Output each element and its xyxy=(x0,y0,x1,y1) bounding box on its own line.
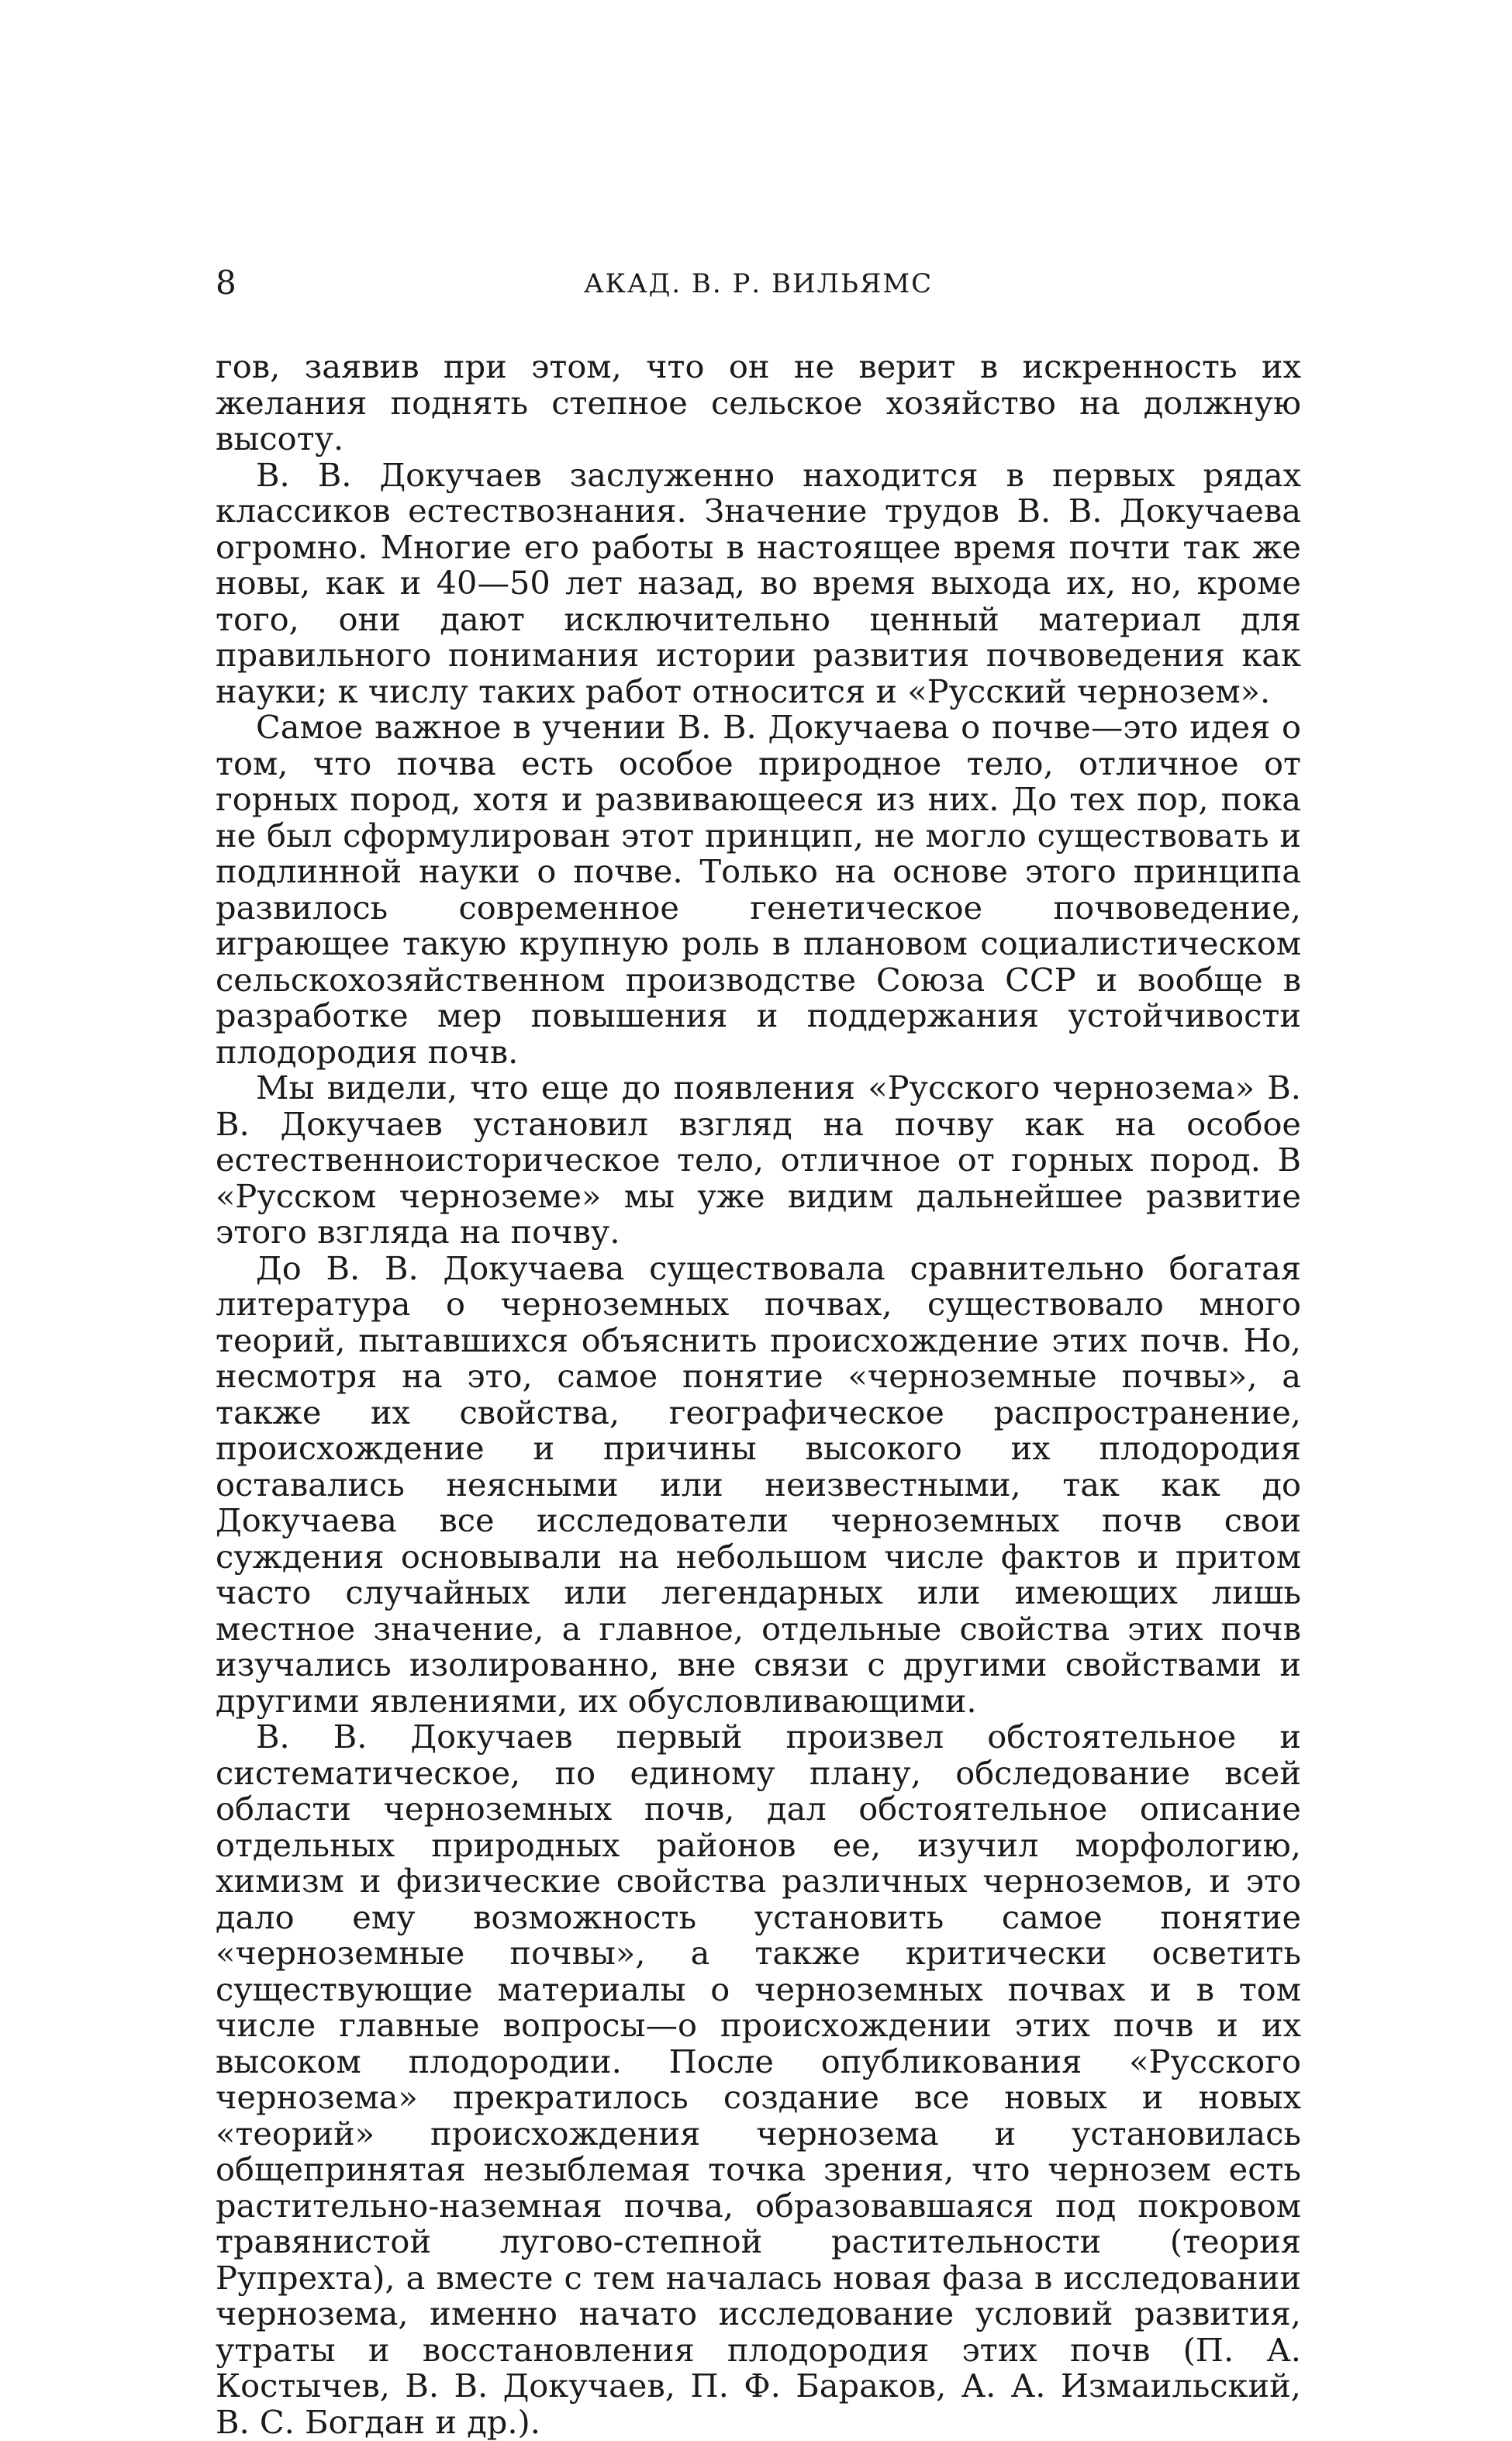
paragraph: Мы видели, что еще до появления «Русского чернозема» В. В. Докучаев установил взгляд на почву как на особое естественноисторическое тело, отличное от горных пород. В «Русском черноземе» мы уже видим дальнейшее развитие этого взгляда на почву. xyxy=(216,1069,1301,1251)
paragraph: В. В. Докучаев первый произвел обстоятельное и систематическое, по единому плану, обследование всей области черноземных почв, дал обстоятельное описание отдельных природных районов ее, изучил морфологию, химизм и физические свойства различных черноземов, и это дало ему возможность установить самое понятие «черноземные почвы», а также критически осветить существующие материалы о черноземных почвах и в том числе главные вопросы—о происхождении этих почв и их высоком плодородии. После опубликования «Русского чернозема» прекратилось создание все новых и новых «теорий» происхождения чернозема и установилась общепринятая незыблемая точка зрения, что чернозем есть растительно-наземная почва, образовавшаяся под покровом травянистой лугово-степной растительности (теория Рупрехта), а вместе с тем началась новая фаза в исследовании чернозема, именно начато исследование условий развития, утраты и восстановления плодородия этих почв (П. А. Костычев, В. В. Докучаев, П. Ф. Бараков, А. А. Измаильский, В. С. Богдан и др.). xyxy=(216,1718,1301,2441)
paragraph-continuation: гов, заявив при этом, что он не верит в искренность их желания поднять степное сельское хозяйство на должную высоту. xyxy=(216,347,1301,457)
page-number: 8 xyxy=(216,264,238,302)
paragraph: До В. В. Докучаева существовала сравнительно богатая литература о черноземных почвах, существовало много теорий, пытавшихся объяснить происхождение этих почв. Но, несмотря на это, самое понятие «черноземные почвы», а также их свойства, географическое распространение, происхождение и причины высокого их плодородия оставались неясными или неизвестными, так как до Докучаева все исследователи черноземных почв свои суждения основывали на небольшом числе фактов и притом часто случайных или легендарных или имеющих лишь местное значение, а главное, отдельные свойства этих почв изучались изолированно, вне связи с другими свойствами и другими явлениями, их обусловливающими. xyxy=(216,1248,1301,1720)
book-page xyxy=(216,264,1301,2440)
page-header xyxy=(216,264,1301,310)
body-text xyxy=(216,349,1301,2440)
paragraph: Самое важное в учении В. В. Докучаева о почве—это идея о том, что почва есть особое природное тело, отличное от горных пород, хотя и развивающееся из них. До тех пор, пока не был сформулирован этот принцип, не могло существовать и подлинной науки о почве. Только на основе этого принципа развилось современное генетическое почвоведение, играющее такую крупную роль в плановом социалистическом сельскохозяйственном производстве Союза ССР и вообще в разработке мер повышения и поддержания устойчивости плодородия почв. xyxy=(216,708,1301,1071)
paragraph: В. В. Докучаев заслуженно находится в первых рядах классиков естествознания. Значение трудов В. В. Докучаева огромно. Многие его работы в настоящее время почти так же новы, как и 40—50 лет назад, во время выхода их, но, кроме того, они дают исключительно ценный материал для правильного понимания истории развития почвоведения как науки; к числу таких работ относится и «Русский чернозем». xyxy=(216,455,1301,710)
running-title: АКАД. В. Р. ВИЛЬЯМС xyxy=(583,268,934,299)
